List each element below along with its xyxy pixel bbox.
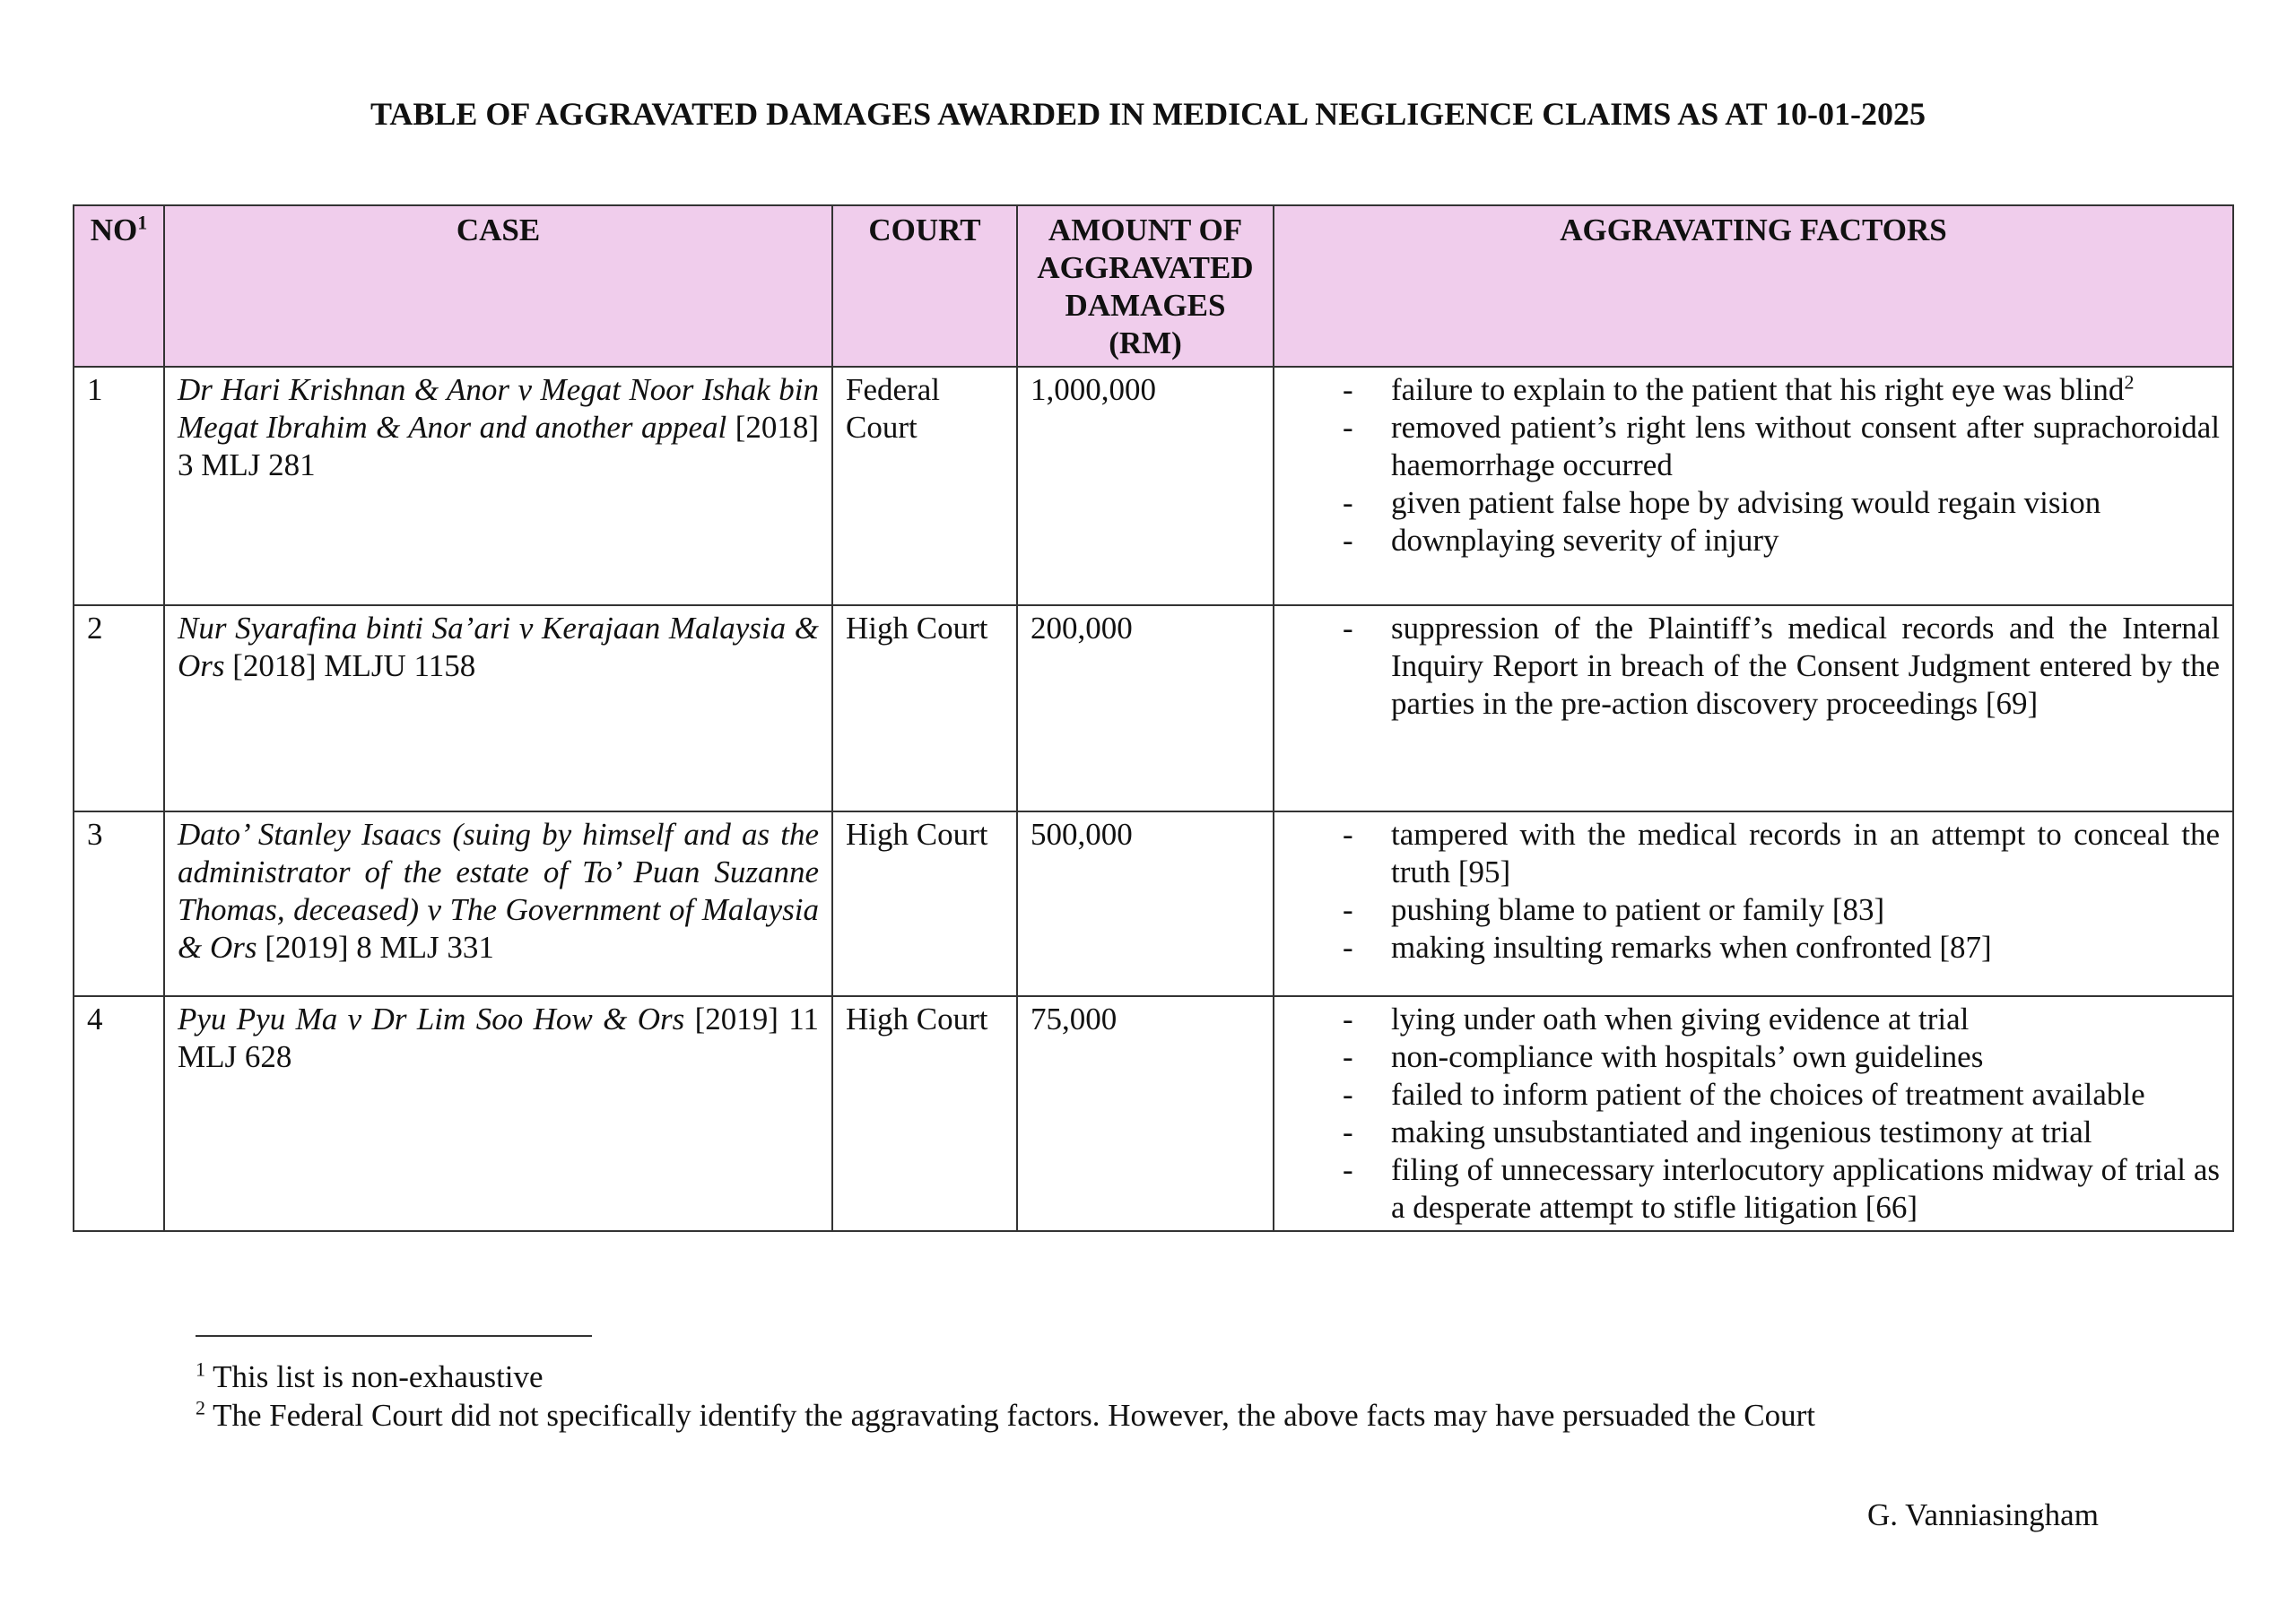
header-factors: AGGRAVATING FACTORS [1274,205,2233,367]
footnote-divider [196,1335,592,1337]
row-no: 3 [74,811,164,996]
court-name: Federal Court [832,367,1017,605]
court-name: High Court [832,811,1017,996]
case-name: Dr Hari Krishnan & Anor v Megat Noor Ishak bin Megat Ibrahim & Anor and another appeal [2018] 3 MLJ 281 [164,367,832,605]
list-item: - removed patient’s right lens without consent after suprachoroidal haemorrhage occurred [1343,410,2220,482]
table-row [74,811,2233,996]
list-item: - lying under oath when giving evidence at trial [1343,1002,1970,1037]
case-name: Dato’ Stanley Isaacs (suing by himself and as the administrator of the estate of To’ Puan Suzanne Thomas, deceased) v The Government of Malaysia & Ors [2019] 8 MLJ 331 [164,811,832,996]
list-item: - filing of unnecessary interlocutory applications midway of trial as a desperate attempt to stifle litigation [66] [1343,1152,2220,1225]
row-no: 4 [74,996,164,1231]
header-case: CASE [164,205,832,367]
footnotes [196,1357,1815,1435]
aggravating-factors [1274,811,2233,996]
document-title: TABLE OF AGGRAVATED DAMAGES AWARDED IN MEDICAL NEGLIGENCE CLAIMS AS AT 10-01-2025 [370,96,1926,132]
table-header-row [74,205,2233,367]
list-item: - suppression of the Plaintiff’s medical records and the Internal Inquiry Report in breach of the Consent Judgment entered by the parties in the pre-action discovery proceedings [69] [1343,611,2220,721]
aggravating-factors [1274,367,2233,605]
table-row [74,996,2233,1231]
list-item: - failure to explain to the patient that his right eye was blind$^2$ [1343,370,2135,407]
footnote-1: $^1$ This list is non-exhaustive [196,1357,544,1394]
list-item: - non-compliance with hospitals’ own guidelines [1343,1039,1984,1074]
court-name: High Court [832,605,1017,811]
damages-amount: 1,000,000 [1017,367,1274,605]
list-item: - given patient false hope by advising would regain vision [1343,485,2101,520]
list-item: - pushing blame to patient or family [83] [1343,892,1885,927]
author-signature: G. Vanniasingham [1867,1497,2099,1532]
court-name: High Court [832,996,1017,1231]
footnote-ref-2: 2 [2124,370,2135,394]
list-item: - making insulting remarks when confronted [87] [1343,930,1992,965]
table-row [74,605,2233,811]
case-name: Nur Syarafina binti Sa’ari v Kerajaan Malaysia & Ors [2018] MLJU 1158 [164,605,832,811]
list-item: - making unsubstantiated and ingenious testimony at trial [1343,1115,2092,1149]
header-no: $NO^1$ [74,205,164,367]
table-row [74,367,2233,605]
list-item: - downplaying severity of injury [1343,523,1779,558]
damages-amount: 500,000 [1017,811,1274,996]
list-item: - tampered with the medical records in an attempt to conceal the truth [95] [1343,817,2220,889]
aggravating-factors [1274,996,2233,1231]
damages-amount: 75,000 [1017,996,1274,1231]
damages-amount: 200,000 [1017,605,1274,811]
row-no: 1 [74,367,164,605]
footnote-2: $^2$ The Federal Court did not specifically identify the aggravating factors. However, the above facts may have persuaded the Court [196,1396,1815,1433]
header-amount: AMOUNT OF AGGRAVATED DAMAGES (RM) [1017,205,1274,367]
aggravating-factors [1274,605,2233,811]
footnote-ref-1: 1 [137,211,148,234]
row-no: 2 [74,605,164,811]
case-name: Pyu Pyu Ma v Dr Lim Soo How & Ors [2019] 11 MLJ 628 [164,996,832,1231]
header-court: COURT [832,205,1017,367]
aggravated-damages-table [73,204,2234,1232]
list-item: - failed to inform patient of the choices of treatment available [1343,1077,2145,1112]
